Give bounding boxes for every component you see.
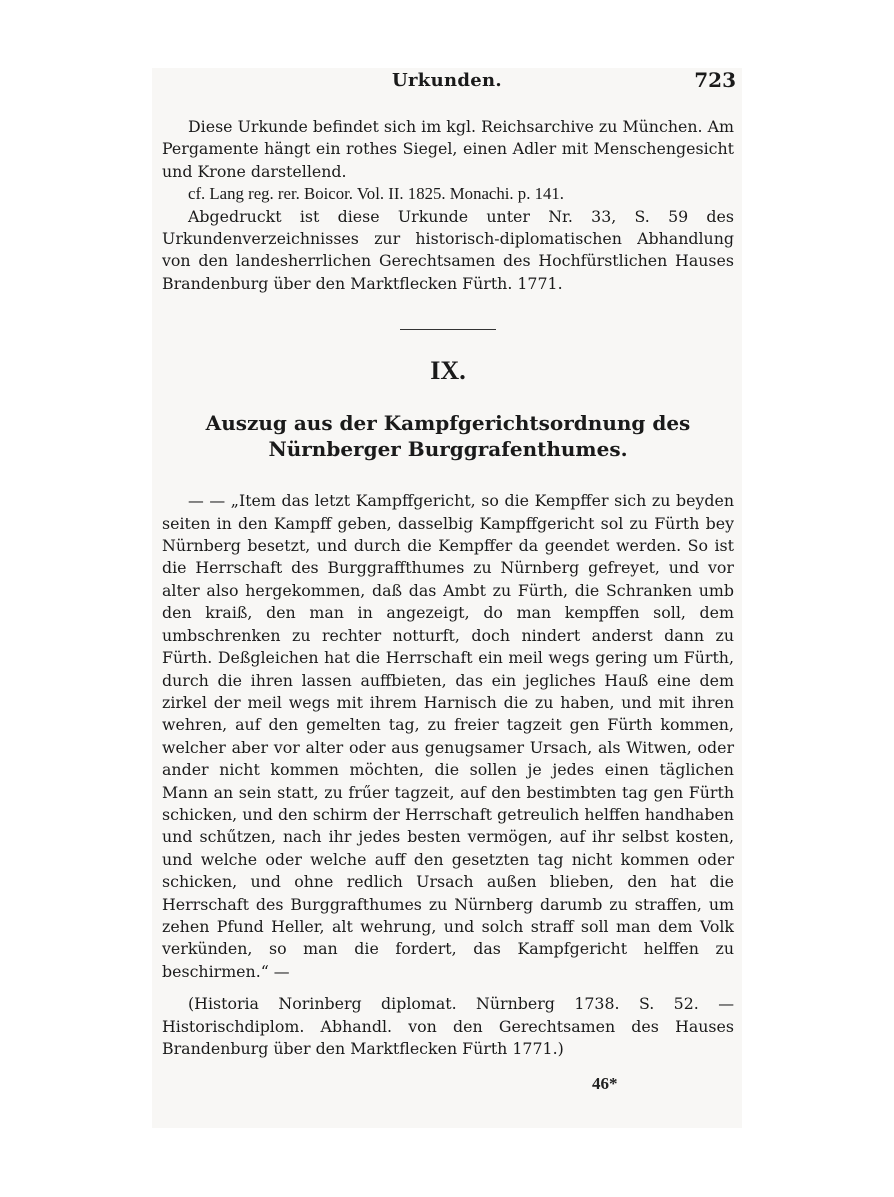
archive-note-paragraph: Diese Urkunde befindet sich im kgl. Reichsarchive zu München. Am Pergamente hängt ein rothes Siegel, einen Adler mit Menschengesicht und Krone darstellend.	[162, 117, 734, 181]
book-page	[152, 68, 742, 1128]
section-numeral: IX.	[430, 356, 466, 386]
citation-line: cf. Lang reg. rer. Boicor. Vol. II. 1825. Monachi. p. 141.	[188, 184, 564, 204]
page-header	[152, 70, 742, 100]
document-text-paragraph: — — „Item das letzt Kampffgericht, so die Kempffer sich zu beyden seiten in den Kampff geben, dasselbig Kampffgericht sol zu Fürth bey Nürnberg besetzt, und durch die Kempffer da geendet werden. So ist die Herrschaft des Burggraffthumes zu Nürnberg gefreyet, und vor alter also hergekommen, daß das Ambt zu Fürth, die Schranken umb den kraiß, den man in angezeigt, do man kempffen soll, dem umbschrenken zu rechter notturft, doch nindert anderst dann zu Fürth. Deßgleichen hat die Herrschaft ein meil wegs gering um Fürth, durch die ihren lassen auffbieten, das ein jegliches Hauß eine dem zirkel der meil wegs mit ihrem Harnisch die zu haben, und mit ihren wehren, auf den gemelten tag, zu freier tagzeit gen Fürth kommen, welcher aber vor alter oder aus genugsamer Ursach, als Witwen, oder ander nicht kommen möchten, die sollen je jedes einen täglichen Mann an sein statt, zu frűer tagzeit, auf den bestimbten tag gen Fürth schicken, und den schirm der Herrschaft getreulich helffen handhaben und schűtzen, nach ihr jedes besten vermögen, auf ihr selbst kosten, und welche oder welche auff den gesetzten tag nicht kommen oder schicken, und ohne redlich Ursach außen blieben, den hat die Herrschaft des Burggrafthumes zu Nürnberg darumb zu straffen, um zehen Pfund Heller, alt wehrung, und solch straff soll man dem Volk verkünden, so man die fordert, das Kampfgericht helffen zu beschirmen.“ —	[162, 491, 734, 981]
page-number: 723	[694, 68, 736, 92]
running-head: Urkunden.	[392, 70, 502, 91]
source-note-paragraph: (Historia Norinberg diplomat. Nürnberg 1738. S. 52. — Historischdiplom. Abhandl. von den Gerechtsamen des Hauses Brandenburg über den Marktflecken Fürth 1771.)	[162, 994, 734, 1058]
section-title: Auszug aus der Kampfgerichtsordnung des Nürnberger Burggrafenthumes.	[205, 411, 691, 462]
section-divider	[400, 329, 496, 330]
page-body	[162, 116, 734, 1060]
printed-source-paragraph: Abgedruckt ist diese Urkunde unter Nr. 33, S. 59 des Urkundenverzeichnisses zur historisch-diplomatischen Abhandlung von den landesherrlichen Gerechtsamen des Hochfürstlichen Hauses Brandenburg über den Marktflecken Fürth. 1771.	[162, 206, 734, 293]
signature-mark: 46*	[592, 1074, 618, 1093]
